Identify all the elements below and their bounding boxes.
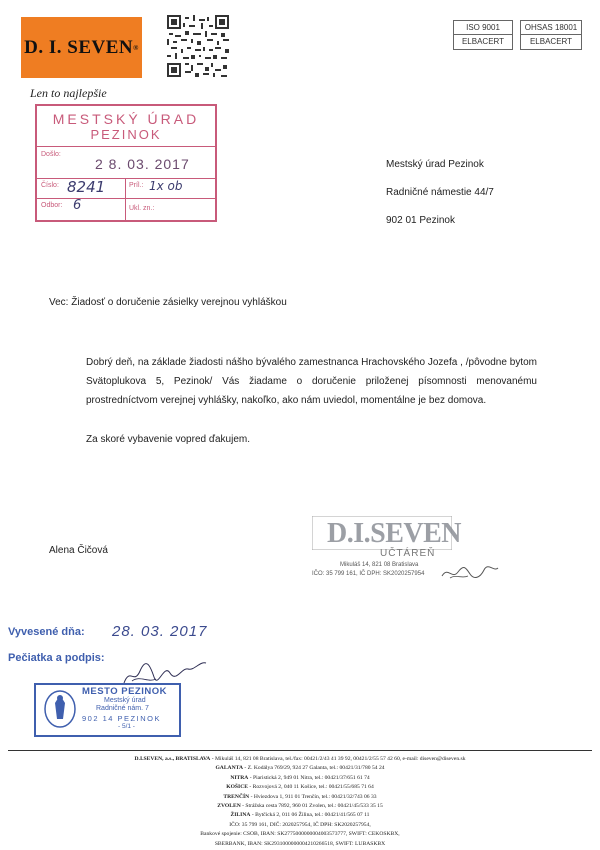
footer-line: Bankové spojenie: CSOB, IBAN: SK2775000000004003573777, SWIFT: CEKOSKBX, [200, 831, 400, 838]
logo-text: D. I. SEVEN [24, 36, 134, 58]
city-stamp-line3: Radničné nám. 7 [96, 705, 149, 712]
footer-line: SBERBANK, IBAN: SK2931000000004210266518, SWIFT: LUBASKBX [214, 840, 386, 847]
footer-line: NITRA - Piaristická 2, 949 01 Nitra, tel.: 00421/37/651 61 74 [230, 774, 370, 781]
department-label: Odbor: [41, 202, 63, 209]
department-value: 6 [73, 198, 82, 213]
company-slogan: Len to najlepšie [30, 86, 107, 100]
posted-date: 28. 03. 2017 [112, 623, 208, 640]
footer-line: GALANTA - Z. Kodálya 769/29, 924 27 Galanta, tel.: 00421/31/780 54 24 [215, 765, 385, 772]
filing-label: Ukl. zn.: [129, 205, 155, 212]
stamp-divider [125, 178, 126, 220]
city-crest-icon [43, 689, 77, 729]
ohsas-certification-badge [520, 20, 582, 50]
recipient-line3: 902 01 Pezinok [386, 215, 455, 226]
certification-issuer: ELBACERT [529, 37, 573, 46]
recipient-line1: Mestský úrad Pezinok [386, 159, 484, 170]
footer-line: IČO: 35 799 161, DIČ: 2020257954, IČ DPH: SK2020257954, [229, 821, 371, 828]
certification-standard: ISO 9001 [454, 21, 512, 35]
certification-issuer: ELBACERT [461, 37, 505, 46]
signature-name: Alena Čičová [49, 545, 108, 556]
city-stamp-line4: 902 14 PEZINOK [82, 714, 161, 723]
city-stamp-line1: MESTO PEZINOK [82, 686, 167, 697]
letter-paragraph: Dobrý deň, na základe žiadosti nášho bývalého zamestnanca Hrachovského Jozefa , /pôvodne bytom Svätoplukova 5, Pezinok/ Vás žiadame o doručenie priloženej písomnosti menovanému prostredníctvom verejnej vyhlášky, nakoľko, ako nám uviedol, momentálne je bez domova. [86, 357, 537, 406]
footer-line: ZVOLEN - Strážska cesta 7892, 960 01 Zvolen, tel.: 00421/45/533 35 15 [217, 803, 383, 810]
iso-certification-badge [453, 20, 513, 50]
footer-line: KOŠICE - Rozvojová 2, 040 11 Košice, tel.: 00421/55/685 71 64 [226, 784, 374, 791]
stamp-divider [37, 146, 215, 147]
number-value: 8241 [67, 178, 106, 196]
footer-divider [8, 750, 592, 751]
company-logo [21, 17, 142, 78]
stamp-divider [37, 178, 215, 179]
certification-standard: OHSAS 18001 [521, 21, 581, 35]
company-signature-icon [440, 562, 500, 582]
letter-subject: Vec: Žiadosť o doručenie zásielky verejnou vyhláškou [49, 297, 287, 308]
recipient-line2: Radničné námestie 44/7 [386, 187, 494, 198]
posted-label: Vyvesené dňa: [8, 626, 85, 638]
stamp-divider [37, 198, 215, 199]
company-stamp-ids: IČO: 35 799 161, IČ DPH: SK2020257954 [312, 571, 425, 577]
received-stamp-title: MESTSKÝ ÚRAD [52, 111, 200, 127]
footer-line: TRENČÍN - Hviezdova 1, 911 01 Trenčín, tel.: 00421/32/743 06 33 [223, 793, 377, 800]
company-stamp-address: Mikuláš 14, 821 08 Bratislava [340, 562, 419, 568]
footer-contacts [0, 755, 600, 849]
city-stamp-line5: - 5/1 - [118, 723, 135, 730]
received-date-label: Došlo: [41, 151, 61, 158]
received-date-value: 2 8. 03. 2017 [95, 156, 190, 172]
city-stamp-line2: Mestský úrad [104, 697, 146, 704]
logo-mark: ® [133, 43, 139, 52]
received-stamp [35, 104, 217, 222]
company-stamp-name: D.I.SEVEN [327, 518, 461, 549]
number-label: Číslo: [41, 182, 59, 189]
stamp-sign-label: Pečiatka a podpis: [8, 652, 105, 664]
attachments-label: Príl.: [129, 182, 144, 189]
letter-thanks: Za skoré vybavenie vopred ďakujem. [86, 434, 251, 445]
company-stamp-unit: UČTÁREŇ [380, 548, 436, 559]
footer-line: ŽILINA - Bytčická 2, 011 06 Žilina, tel.: 00421/41/565 07 11 [230, 812, 370, 819]
received-stamp-city: PEZINOK [90, 127, 162, 142]
attachments-value: 1x ob [149, 179, 183, 193]
qr-code-icon [167, 15, 229, 77]
city-office-stamp [34, 683, 181, 737]
footer-line: D.I.SEVEN, a.s., BRATISLAVA - Mikuláš 14, 821 08 Bratislava, tel./fax: 00421/2/43 41 39 92, 00421/2/55 57 42 60, e-mail: diseven@diseven.sk [134, 756, 466, 762]
